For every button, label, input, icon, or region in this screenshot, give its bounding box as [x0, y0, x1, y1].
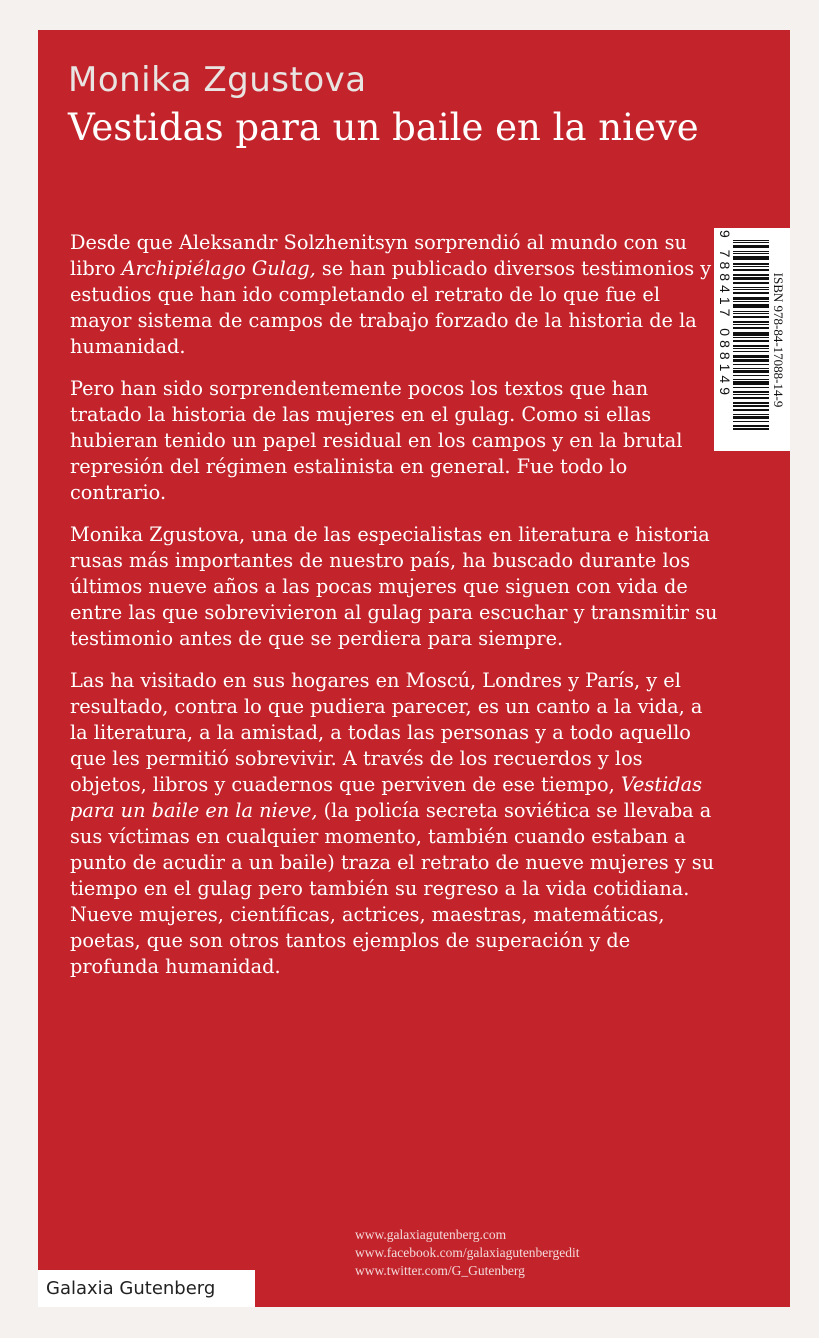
barcode-digits: 9 788417 088149	[717, 230, 733, 399]
barcode-bar	[733, 405, 769, 407]
twitter-link[interactable]: www.twitter.com/G_Gutenberg	[355, 1263, 525, 1278]
barcode-bar	[733, 327, 769, 329]
barcode-bar	[733, 345, 769, 346]
publisher-logo: Galaxia Gutenberg	[38, 1270, 255, 1307]
barcode-bar	[733, 402, 769, 404]
barcode-bar	[733, 428, 769, 430]
barcode-bar	[733, 364, 769, 365]
barcode-bar	[733, 340, 769, 342]
barcode-bar	[733, 359, 769, 361]
blurb-text: se han publicado diversos testimonios y estudios que han ido completando el retrato de lo que fue el mayor sistema de campos de trabajo forzado de la historia de la humanidad.	[70, 257, 712, 358]
barcode-bar	[733, 274, 769, 276]
barcode-bar	[733, 416, 769, 420]
barcode-bar	[733, 269, 769, 270]
isbn-label: ISBN 978-84-17088-14-9	[771, 272, 786, 408]
back-cover	[38, 30, 790, 1307]
barcode-bar	[733, 379, 769, 380]
barcode-bar	[733, 313, 769, 314]
book-reference: Vestidas para un baile en la nieve,	[70, 773, 702, 822]
barcode-bar	[733, 368, 769, 369]
barcode-bar	[733, 263, 769, 265]
barcode-bar	[733, 242, 769, 243]
barcode-bar	[733, 381, 769, 385]
isbn-barcode	[714, 228, 790, 451]
blurb-text: (la policía secreta soviética se llevaba a sus víctimas en cualquier momento, también cuando estaban a punto de acudir a un baile) traza el retrato de nueve mujeres y su tiempo en el gulag pero también su regreso a la vida cotidiana. Nueve mujeres, científicas, actrices, maestras, matemáticas, poetas, que son otros tantos ejemplos de superación y de profunda humanidad.	[70, 799, 715, 978]
barcode-bar	[733, 332, 769, 336]
barcode-bar	[733, 311, 769, 312]
barcode-bar	[733, 277, 769, 281]
barcode-bar	[733, 253, 769, 254]
website-link[interactable]: www.galaxiagutenberg.com	[355, 1227, 507, 1242]
barcode-bar	[733, 375, 769, 376]
barcode-bar	[733, 316, 769, 318]
blurb	[70, 230, 720, 996]
barcode-bar	[733, 287, 769, 288]
barcode-bar	[733, 266, 769, 267]
barcode-bar	[733, 387, 769, 388]
blurb-paragraph-3: Monika Zgustova, una de las especialistas en literatura e historia rusas más importantes de nuestro país, ha buscado durante los últimos nueve años a las pocas mujeres que siguen con vida de entre las que sobrevivieron al gulag para escuchar y transmitir su testimonio antes de que se perdiera para siempre.	[70, 523, 718, 650]
blurb-paragraph-1	[70, 230, 720, 360]
book-reference: Archipiélago Gulag,	[121, 257, 316, 280]
barcode-bar	[733, 348, 769, 349]
barcode-bar	[733, 391, 769, 393]
facebook-link[interactable]: www.facebook.com/galaxiagutenbergedit	[355, 1245, 580, 1260]
barcode-bar	[733, 394, 769, 395]
barcode-bar	[733, 297, 769, 299]
publisher-links	[355, 1226, 580, 1280]
barcode-bar	[733, 324, 769, 325]
barcode-bar	[733, 304, 769, 308]
blurb-text: Las ha visitado en sus hogares en Moscú, Londres y París, y el resultado, contra lo que pudiera parecer, es un canto a la vida, a la literatura, a la amistad, a todas las personas y a todo aquello que les permitió sobrevivir. A través de los recuerdos y los objetos, libros y cuadernos que perviven de ese tiempo,	[70, 669, 703, 796]
barcode-bar	[733, 256, 769, 260]
barcode-bar	[733, 421, 769, 422]
barcode-bar	[733, 289, 769, 290]
barcode-bar	[733, 292, 769, 294]
barcode-bar	[733, 425, 769, 426]
author-name: Monika Zgustova	[68, 60, 367, 100]
blurb-paragraph-4	[70, 668, 720, 980]
barcode-bar	[733, 251, 769, 252]
barcode-bar	[733, 409, 769, 410]
blurb-text: Desde que Aleksandr Solzhenitsyn sorprendió al mundo con su libro	[70, 231, 687, 280]
barcode-bar	[733, 397, 769, 398]
book-title: Vestidas para un baile en la nieve	[68, 106, 699, 149]
barcode-bar	[733, 355, 769, 359]
barcode-bar	[733, 351, 769, 352]
barcode-bar	[733, 240, 769, 241]
barcode-bars	[733, 240, 769, 440]
blurb-paragraph-2: Pero han sido sorprendentemente pocos los textos que han tratado la historia de las mujeres en el gulag. Como si ellas hubieran tenido un papel residual en los campos y en la brutal represión del régimen estalinista en general. Fue todo lo contrario.	[70, 377, 683, 504]
barcode-bar	[733, 282, 769, 283]
barcode-bar	[733, 337, 769, 338]
barcode-bar	[733, 414, 769, 415]
barcode-bar	[733, 321, 769, 322]
barcode-bar	[733, 301, 769, 302]
barcode-bar	[733, 370, 769, 372]
barcode-bar	[733, 245, 769, 247]
